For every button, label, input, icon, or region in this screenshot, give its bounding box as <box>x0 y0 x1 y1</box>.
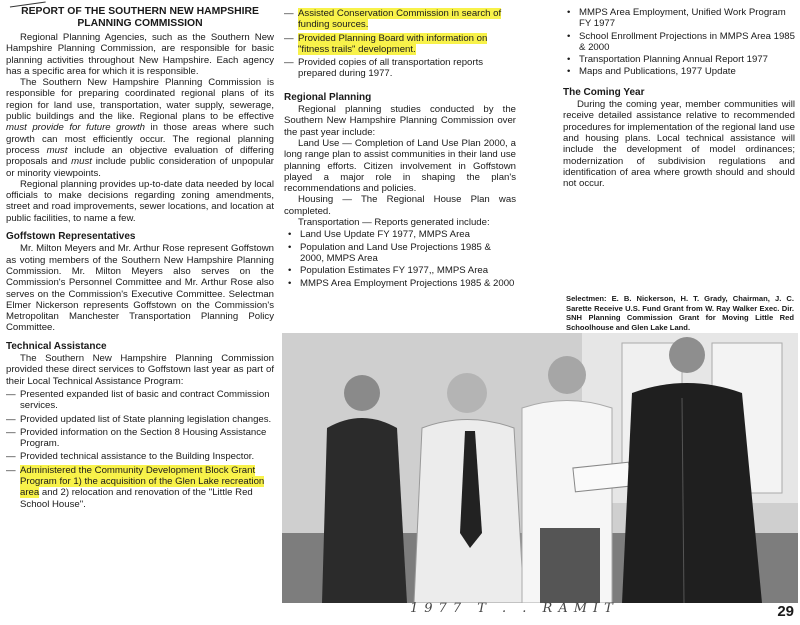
group-photo <box>282 333 798 603</box>
land-use-paragraph: Land Use — Completion of Land Use Plan 2000, a long range plan to assist communities in their land use planning efforts. Citizen involvement in Goffstown played a major role in shaping the plan's recommendations and policies. <box>284 137 516 195</box>
intro-2-text-a: The Southern New Hampshire Planning Commission is responsible for preparing coordinated regional plans of its region for land use, transportation, water supply, sewerage, public buildings and the like. Regional plans to be effective <box>6 77 274 123</box>
list-item: • Population and Land Use Projections 1985 & 2000, MMPS Area <box>284 242 516 265</box>
regional-paragraph: Regional planning studies conducted by the Southern New Hampshire Planning Commission over the past year include: <box>284 104 516 138</box>
transportation-paragraph: Transportation — Reports generated include: <box>298 217 490 229</box>
list-item: • MMPS Area Employment, Unified Work Program FY 1977 <box>563 7 795 30</box>
handwritten-signature: 1977 T . . RAMIT <box>410 601 619 616</box>
services-list-continued <box>284 8 516 80</box>
intro-2-emphasis-c: must <box>71 156 92 168</box>
intro-paragraph-1: Regional Planning Agencies, such as the Southern New Hampshire Planning Commission, are responsible for basic planning activities throughout New Hampshire. Each agency has a specific area for which it is responsible. <box>6 32 274 77</box>
regional-heading: Regional Planning <box>284 91 372 103</box>
goffstown-heading: Goffstown Representatives <box>6 231 136 243</box>
column-middle <box>284 6 516 290</box>
technical-list <box>6 389 274 510</box>
intro-paragraph-3: Regional planning provides up-to-date data needed by local officials to make decisions regarding zoning amendments, street and road improvements, sewer locations, and location at public facilities, to name a few. <box>6 178 274 224</box>
goffstown-paragraph: Mr. Milton Meyers and Mr. Arthur Rose represent Goffstown as voting members of the Southern New Hampshire Planning Commission. Mr. Milton Meyers also serves on the Commission's Personnel Committee and Mr. Arthur Rose also serves on the Commission's Executive Committee. Selectman Elmer Nickerson represents Goffstown on the Commission's Metropolitan Manchester Transportation Planning Policy Committee. <box>6 243 274 334</box>
photo-illustration <box>282 333 798 603</box>
list-item: — Provided copies of all transportation reports prepared during 1977. <box>284 57 516 80</box>
list-item: • MMPS Area Employment Projections 1985 & 2000 <box>284 278 516 289</box>
column-left <box>6 6 274 512</box>
report-title: REPORT OF THE SOUTHERN NEW HAMPSHIRE PLANNING COMMISSION <box>21 6 259 29</box>
list-item <box>284 33 516 56</box>
highlighted-text: Assisted Conservation Commission in search of funding sources. <box>298 8 502 31</box>
list-item: • Population Estimates FY 1977,, MMPS Area <box>284 265 516 276</box>
intro-2-emphasis-b: must <box>46 144 68 156</box>
list-item <box>284 8 516 31</box>
list-item: • Transportation Planning Annual Report 1977 <box>563 54 795 65</box>
intro-2-text-c: include an objective evaluation of differing proposals and <box>6 144 274 168</box>
list-item: — Presented expanded list of basic and contract Commission services. <box>6 389 274 412</box>
column-right <box>563 6 795 189</box>
technical-paragraph: The Southern New Hampshire Planning Commission provided these direct services to Goffstown last year as part of their Local Technical Assistance Program: <box>6 353 274 387</box>
photo-caption: Selectmen: E. B. Nickerson, H. T. Grady, Chairman, J. C. Sarette Receive U.S. Fund Grant from W. Ray Walker Exec. Dir. SNH Planning Commission Grant for Moving Little Red Schoolhouse and Glen Lake Land. <box>566 294 794 332</box>
housing-paragraph: Housing — The Regional House Plan was completed. <box>284 194 516 217</box>
coming-year-heading: The Coming Year <box>563 86 645 98</box>
list-item: • Land Use Update FY 1977, MMPS Area <box>284 229 516 240</box>
intro-2-text-b: in those areas where such growth can most efficiently occur. The regional planning process <box>6 122 274 156</box>
list-item-text: and 2) relocation and renovation of the "Little Red School House". <box>20 487 253 510</box>
page-number: 29 <box>777 603 794 620</box>
transport-reports-list-continued <box>563 7 795 78</box>
list-item: • Maps and Publications, 1977 Update <box>563 66 795 77</box>
list-item: • School Enrollment Projections in MMPS Area 1985 & 2000 <box>563 31 795 54</box>
highlighted-text: Provided Planning Board with information on "fitness trails" development. <box>298 32 488 55</box>
technical-heading: Technical Assistance <box>6 340 107 352</box>
list-item: — Provided information on the Section 8 Housing Assistance Program. <box>6 427 274 450</box>
intro-2-text-d: include public consideration of unpopular or minority viewpoints. <box>6 156 275 179</box>
list-item: — Provided updated list of State planning legislation changes. <box>6 414 274 425</box>
intro-paragraph-2 <box>6 77 274 179</box>
coming-year-paragraph: During the coming year, member communities will receive detailed assistance relative to recommended procedures for implementation of the regional land use and housing plans. Local technical assistance will include the development of model ordinances; modernization of subdivision regulations and identification of area where growth should and should not occur. <box>563 99 795 190</box>
intro-2-emphasis-a: must provide for future growth <box>6 122 145 134</box>
transport-reports-list <box>284 229 516 288</box>
list-item <box>6 465 274 510</box>
highlighted-text: Administered the Community Development Block Grant Program for 1) the acquisition of the Glen Lake recreation area <box>20 464 265 499</box>
list-item: — Provided technical assistance to the Building Inspector. <box>6 451 274 462</box>
